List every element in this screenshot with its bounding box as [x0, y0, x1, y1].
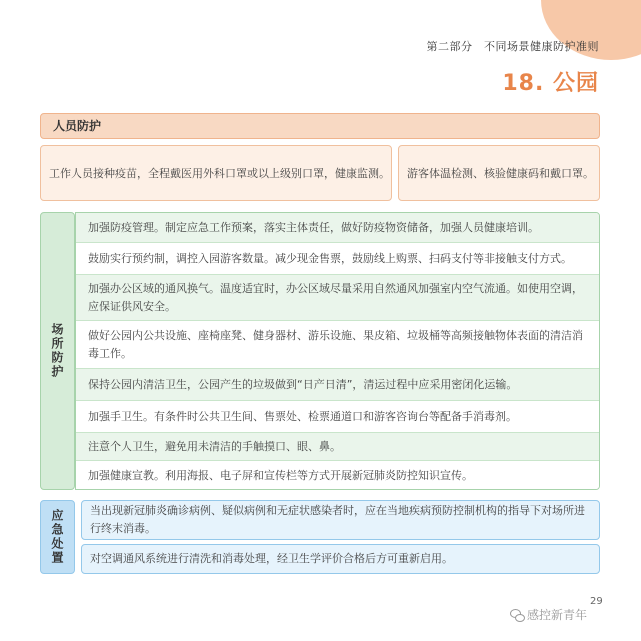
venue-item: 做好公园内公共设施、座椅座凳、健身器材、游乐设施、果皮箱、垃圾桶等高频接触物体表面的清洁消毒工作。 [76, 320, 599, 368]
venue-item: 加强防疫管理。制定应急工作预案，落实主体责任，做好防疫物资储备，加强人员健康培训。 [76, 213, 599, 242]
venue-protection-list [75, 212, 600, 490]
wechat-icon [510, 609, 524, 621]
venue-item: 鼓励实行预约制，调控入园游客数量。减少现金售票，鼓励线上购票、扫码支付等非接触支付方式。 [76, 242, 599, 274]
emergency-item: 当出现新冠肺炎确诊病例、疑似病例和无症状感染者时，应在当地疾病预防控制机构的指导下对场所进行终末消毒。 [81, 500, 600, 540]
venue-item: 加强健康宣教。利用海报、电子屏和宣传栏等方式开展新冠肺炎防控知识宣传。 [76, 460, 599, 490]
page-number: 29 [590, 596, 603, 607]
venue-item: 保持公园内清洁卫生，公园产生的垃圾做到“日产日清”，清运过程中应采用密闭化运输。 [76, 368, 599, 400]
personnel-protection-heading: 人员防护 [40, 113, 600, 139]
venue-item: 加强手卫生。有条件时公共卫生间、售票处、检票通道口和游客咨询台等配备手消毒剂。 [76, 400, 599, 432]
visitor-protection-text: 游客体温检测、核验健康码和戴口罩。 [398, 145, 600, 201]
staff-protection-text: 工作人员接种疫苗，全程戴医用外科口罩或以上级别口罩，健康监测。 [40, 145, 392, 201]
emergency-response-label [40, 500, 75, 574]
venue-item: 加强办公区域的通风换气。温度适宜时，办公区域尽量采用自然通风加强室内空气流通。如使用空调，应保证供风安全。 [76, 274, 599, 320]
venue-protection-label-text: 场所防护 [50, 323, 64, 379]
wechat-watermark [510, 606, 587, 623]
page-title: 18. 公园 [502, 71, 599, 96]
emergency-response-label-text: 应急处置 [50, 509, 64, 565]
section-part-label: 第二部分 不同场景健康防护准则 [426, 40, 599, 53]
venue-item: 注意个人卫生，避免用未清洁的手触摸口、眼、鼻。 [76, 432, 599, 460]
watermark-text: 感控新青年 [527, 608, 588, 622]
venue-protection-label [40, 212, 75, 490]
emergency-item: 对空调通风系统进行清洗和消毒处理，经卫生学评价合格后方可重新启用。 [81, 544, 600, 574]
